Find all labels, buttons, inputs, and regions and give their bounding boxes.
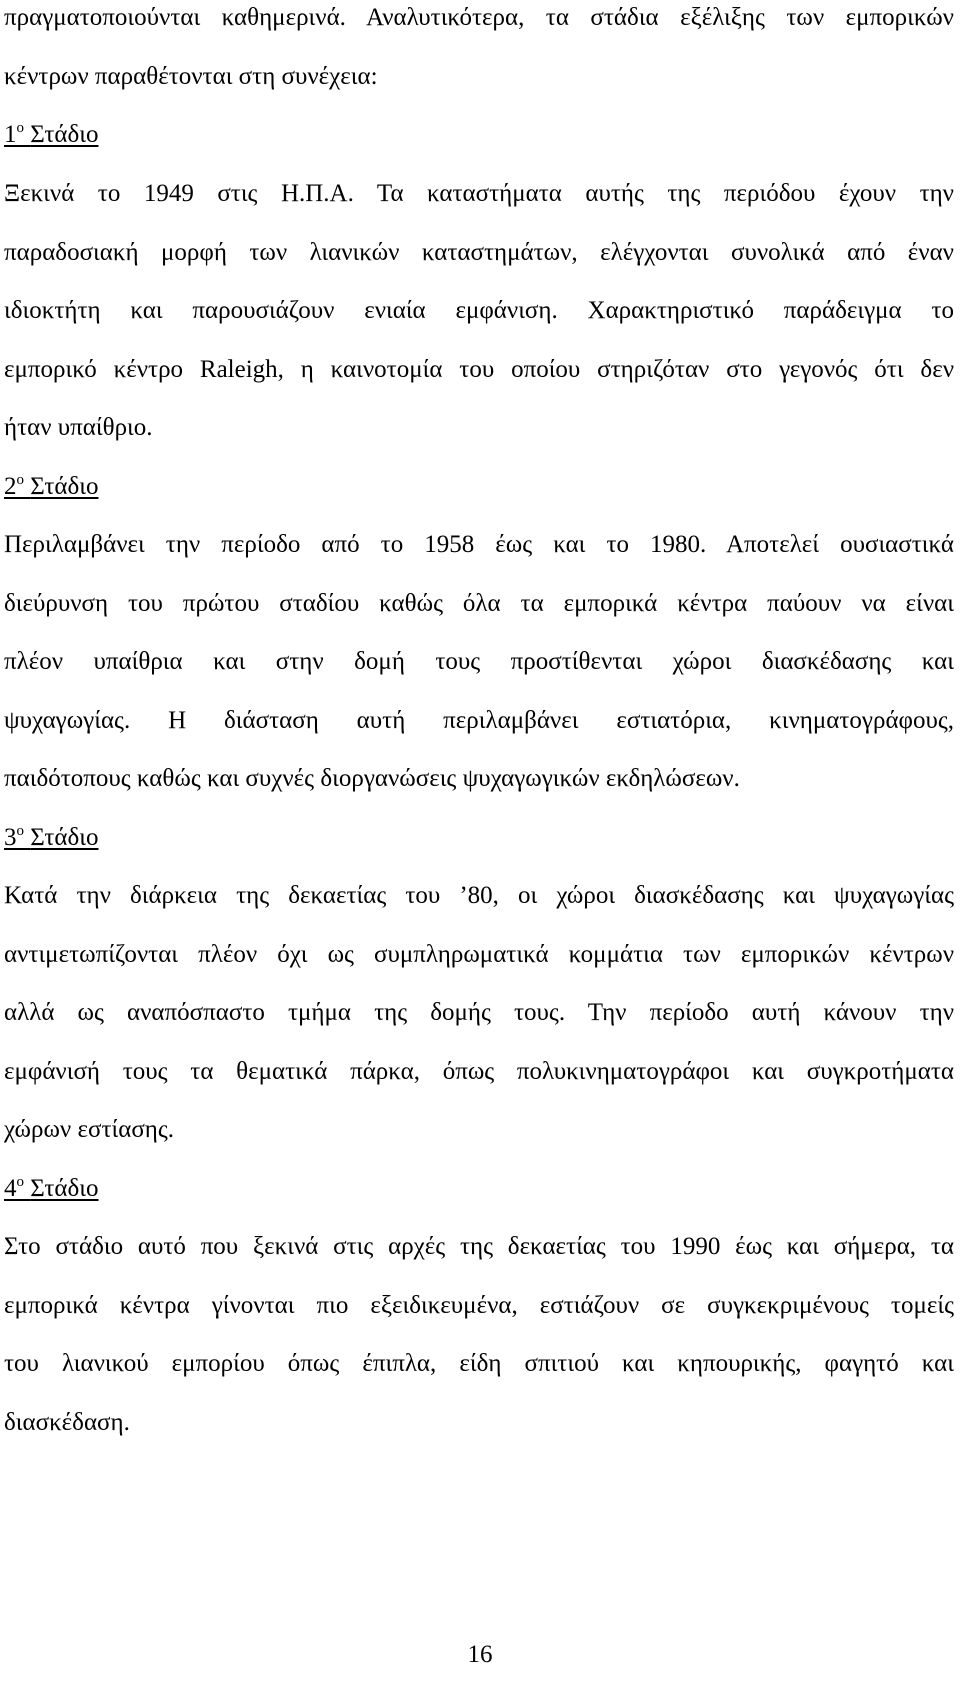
paragraph-line: Ξεκινά το 1949 στις Η.Π.Α. Τα καταστήματα αυτής της περιόδου έχουν την bbox=[4, 180, 954, 207]
paragraph-line: ψυχαγωγίας. Η διάσταση αυτή περιλαμβάνει εστιατόρια, κινηματογράφους, bbox=[4, 707, 954, 734]
paragraph-line: ήταν υπαίθριο. bbox=[4, 414, 153, 441]
paragraph-line: εμπορικό κέντρο Raleigh, η καινοτομία του οποίου στηριζόταν στο γεγονός ότι δεν bbox=[4, 356, 954, 383]
stage-3-heading bbox=[4, 823, 954, 853]
stage-number: 2 bbox=[4, 473, 17, 500]
paragraph-line: διεύρυνση του πρώτου σταδίου καθώς όλα τα εμπορικά κέντρα παύουν να είναι bbox=[4, 590, 954, 617]
page-number: 16 bbox=[467, 1641, 493, 1668]
stage-2-heading bbox=[4, 472, 954, 502]
stage-word: Στάδιο bbox=[30, 1175, 99, 1202]
paragraph-line: ιδιοκτήτη και παρουσιάζουν ενιαία εμφάνιση. Χαρακτηριστικό παράδειγμα το bbox=[4, 297, 954, 324]
paragraph-line: εμπορικά κέντρα γίνονται πιο εξειδικευμένα, εστιάζουν σε συγκεκριμένους τομείς bbox=[4, 1292, 954, 1319]
stage-word: Στάδιο bbox=[30, 824, 99, 851]
stage-number: 4 bbox=[4, 1175, 17, 1202]
paragraph-line: διασκέδαση. bbox=[4, 1409, 130, 1436]
paragraph-line: παραδοσιακή μορφή των λιανικών καταστημάτων, ελέγχονται συνολικά από έναν bbox=[4, 239, 954, 266]
stage-number: 3 bbox=[4, 824, 17, 851]
paragraph-line: Στο στάδιο αυτό που ξεκινά στις αρχές της δεκαετίας του 1990 έως και σήμερα, τα bbox=[4, 1233, 954, 1260]
stage-number: 1 bbox=[4, 121, 17, 148]
paragraph-line: Περιλαμβάνει την περίοδο από το 1958 έως και το 1980. Αποτελεί ουσιαστικά bbox=[4, 531, 954, 558]
ordinal-superscript: ο bbox=[16, 823, 24, 839]
paragraph-line: Κατά την διάρκεια της δεκαετίας του ’80, οι χώροι διασκέδασης και ψυχαγωγίας bbox=[4, 882, 954, 909]
paragraph-line: αλλά ως αναπόσπαστο τμήμα της δομής τους. Την περίοδο αυτή κάνουν την bbox=[4, 999, 954, 1026]
stage-4-heading bbox=[4, 1174, 954, 1204]
ordinal-superscript: ο bbox=[16, 1174, 24, 1190]
stage-word: Στάδιο bbox=[30, 121, 99, 148]
ordinal-superscript: ο bbox=[16, 120, 24, 136]
stage-word: Στάδιο bbox=[30, 473, 99, 500]
paragraph-line: αντιμετωπίζονται πλέον όχι ως συμπληρωματικά κομμάτια των εμπορικών κέντρων bbox=[4, 941, 954, 968]
paragraph-line: πλέον υπαίθρια και στην δομή τους προστίθενται χώροι διασκέδασης και bbox=[4, 648, 954, 675]
paragraph-line: του λιανικού εμπορίου όπως έπιπλα, είδη σπιτιού και κηπουρικής, φαγητό και bbox=[4, 1350, 954, 1377]
stage-1-heading bbox=[4, 120, 954, 150]
paragraph-line: παιδότοπους καθώς και συχνές διοργανώσεις ψυχαγωγικών εκδηλώσεων. bbox=[4, 765, 740, 792]
ordinal-superscript: ο bbox=[16, 472, 24, 488]
intro-line: κέντρων παραθέτονται στη συνέχεια: bbox=[4, 63, 378, 90]
paragraph-line: εμφάνισή τους τα θεματικά πάρκα, όπως πολυκινηματογράφοι και συγκροτήματα bbox=[4, 1058, 954, 1085]
paragraph-line: χώρων εστίασης. bbox=[4, 1116, 175, 1143]
intro-line: πραγματοποιούνται καθημερινά. Αναλυτικότερα, τα στάδια εξέλιξης των εμπορικών bbox=[4, 4, 954, 31]
